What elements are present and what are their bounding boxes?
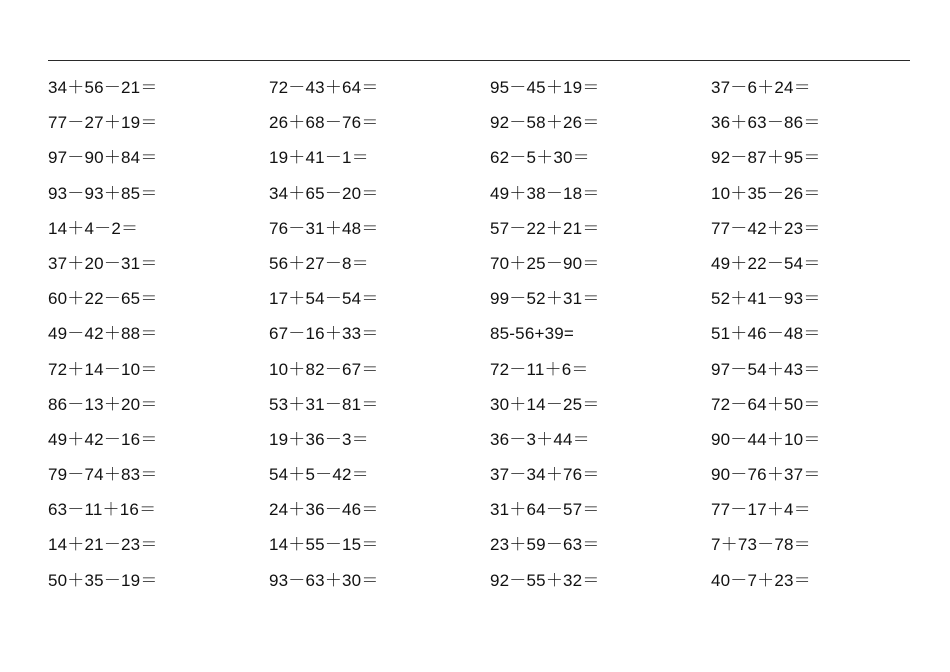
arithmetic-problem: 24＋36－46＝ [269,500,379,520]
arithmetic-problem: 77－27＋19＝ [48,113,158,133]
arithmetic-problem: 31＋64－57＝ [490,500,600,520]
arithmetic-problem: 51＋46－48＝ [711,324,821,344]
arithmetic-problem: 7＋73－78＝ [711,535,811,555]
arithmetic-problem: 93－93＋85＝ [48,183,158,203]
arithmetic-problem: 10＋82－67＝ [269,359,379,379]
arithmetic-problem: 52＋41－93＝ [711,289,821,309]
arithmetic-problem: 60＋22－65＝ [48,289,158,309]
arithmetic-problem: 99－52＋31＝ [490,289,600,309]
arithmetic-problem: 72＋14－10＝ [48,359,158,379]
arithmetic-problem: 49－42＋88＝ [48,324,158,344]
arithmetic-problem: 23＋59－63＝ [490,535,600,555]
arithmetic-problem-grid [48,70,928,598]
arithmetic-problem: 63－11＋16＝ [48,500,157,520]
arithmetic-problem: 72－11＋6＝ [490,359,589,379]
arithmetic-problem: 26＋68－76＝ [269,113,379,133]
arithmetic-problem: 30＋14－25＝ [490,394,600,414]
arithmetic-problem: 92－87＋95＝ [711,148,821,168]
arithmetic-problem: 14＋21－23＝ [48,535,158,555]
arithmetic-problem: 67－16＋33＝ [269,324,379,344]
arithmetic-problem: 56＋27－8＝ [269,253,369,273]
arithmetic-problem: 77－42＋23＝ [711,218,821,238]
arithmetic-problem: 85-56+39= [490,324,575,344]
arithmetic-problem: 50＋35－19＝ [48,570,158,590]
arithmetic-problem: 53＋31－81＝ [269,394,379,414]
arithmetic-problem: 37－34＋76＝ [490,465,600,485]
arithmetic-problem: 40－7＋23＝ [711,570,811,590]
arithmetic-problem: 37＋20－31＝ [48,253,158,273]
arithmetic-problem: 54＋5－42＝ [269,465,369,485]
arithmetic-problem: 49＋22－54＝ [711,253,821,273]
arithmetic-problem: 36－3＋44＝ [490,429,590,449]
arithmetic-problem: 49＋42－16＝ [48,429,158,449]
arithmetic-problem: 92－58＋26＝ [490,113,600,133]
arithmetic-problem: 57－22＋21＝ [490,218,600,238]
arithmetic-problem: 76－31＋48＝ [269,218,379,238]
arithmetic-problem: 93－63＋30＝ [269,570,379,590]
arithmetic-problem: 97－54＋43＝ [711,359,821,379]
arithmetic-problem: 97－90＋84＝ [48,148,158,168]
arithmetic-problem: 86－13＋20＝ [48,394,158,414]
arithmetic-problem: 10＋35－26＝ [711,183,821,203]
top-divider-line [48,60,910,61]
arithmetic-problem: 70＋25－90＝ [490,253,600,273]
arithmetic-problem: 92－55＋32＝ [490,570,600,590]
arithmetic-problem: 37－6＋24＝ [711,78,811,97]
arithmetic-problem: 34＋56－21＝ [48,78,158,97]
arithmetic-problem: 34＋65－20＝ [269,183,379,203]
arithmetic-problem: 36＋63－86＝ [711,113,821,133]
arithmetic-problem: 95－45＋19＝ [490,78,600,97]
arithmetic-problem: 49＋38－18＝ [490,183,600,203]
arithmetic-problem: 14＋4－2＝ [48,218,139,238]
arithmetic-problem: 14＋55－15＝ [269,535,379,555]
arithmetic-problem: 77－17＋4＝ [711,500,811,520]
arithmetic-problem: 79－74＋83＝ [48,465,158,485]
arithmetic-problem: 62－5＋30＝ [490,148,590,168]
arithmetic-problem: 72－43＋64＝ [269,78,379,97]
arithmetic-problem: 72－64＋50＝ [711,394,821,414]
arithmetic-problem: 19＋41－1＝ [269,148,369,168]
arithmetic-problem: 17＋54－54＝ [269,289,379,309]
arithmetic-problem: 19＋36－3＝ [269,429,369,449]
arithmetic-problem: 90－44＋10＝ [711,429,821,449]
arithmetic-problem: 90－76＋37＝ [711,465,821,485]
